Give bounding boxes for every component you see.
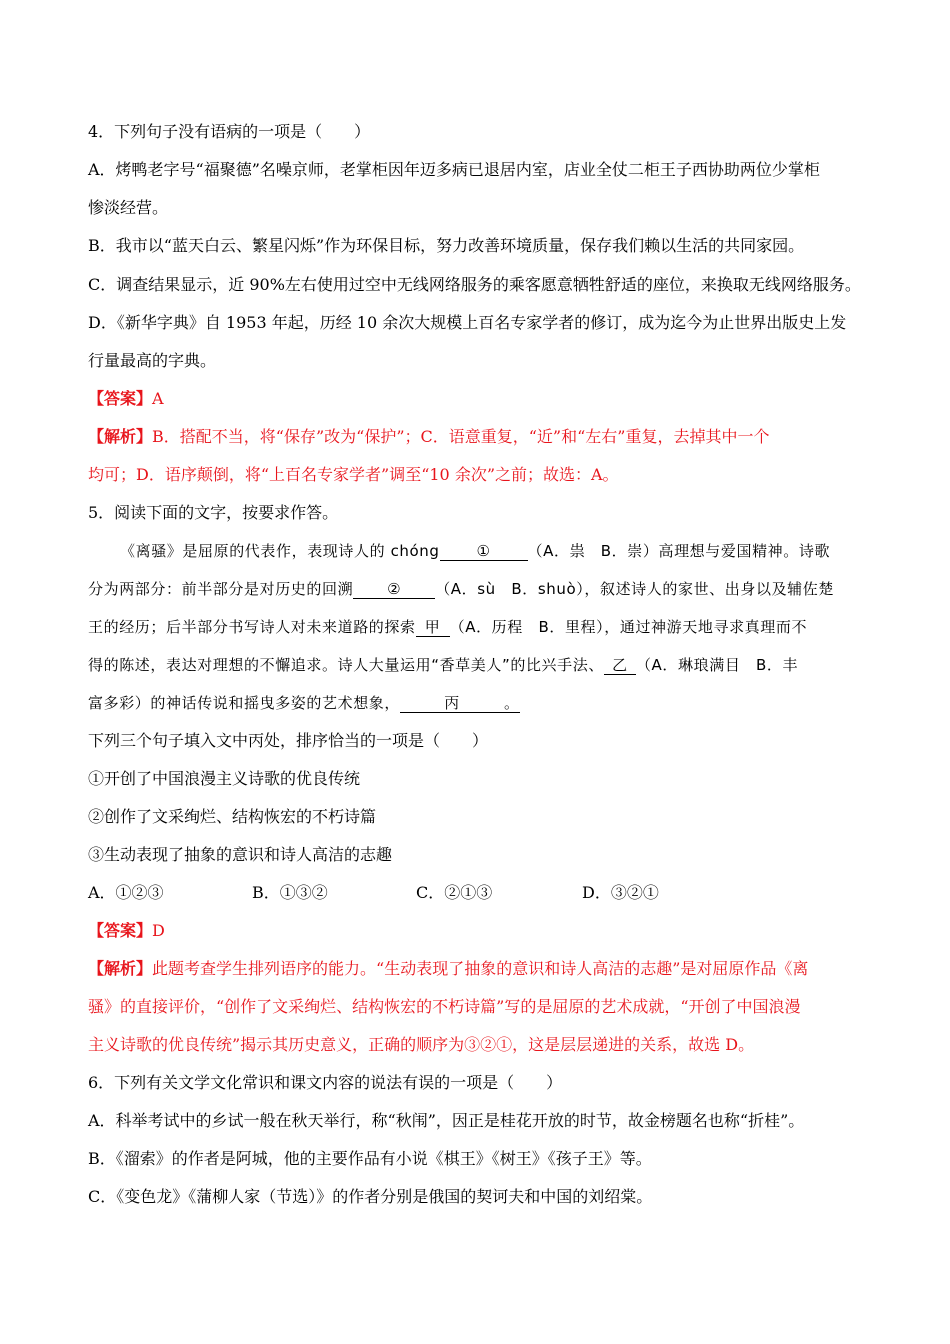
q4-answer [88,389,878,409]
q5-passage-text: 王的经历；后半部分书写诗人对未来道路的探索 [88,618,416,636]
q4-analysis-line2: 均可；D．语序颠倒，将“上百名专家学者”调至“10 余次”之前；故选：A。 [88,465,619,484]
q5-option-a: A．①②③ [88,883,164,902]
q5-stem: 5．阅读下面的文字，按要求作答。 [88,503,339,522]
q5-passage-text: （A．琳琅满目 B．丰 [635,656,799,674]
q5-passage-text: （A．sù B．shuò），叙述诗人的家世、出身以及辅佐楚 [435,580,834,598]
q5-passage-text: 。 [504,694,520,712]
q6-stem: 6．下列有关文学文化常识和课文内容的说法有误的一项是（ ） [88,1073,563,1092]
q6-option-a: A．科举考试中的乡试一般在秋天举行，称“秋闱”，因正是桂花开放的时节，故金榜题名也称“折桂”。 [88,1111,805,1130]
q4-option-c: C．调查结果显示，近 90%左右使用过空中无线网络服务的乘客愿意牺牲舒适的座位，来换取无线网络服务。 [88,275,861,294]
q5-passage-line4 [88,655,878,675]
q5-analysis-line1 [88,959,878,979]
q5-blank-yi: 乙 [604,656,636,675]
q5-sentence-2: ②创作了文采绚烂、结构恢宏的不朽诗篇 [88,807,377,826]
q5-analysis-line3: 主义诗歌的优良传统”揭示其历史意义，正确的顺序为③②①，这是层层递进的关系，故选 D。 [88,1035,755,1054]
q5-passage-text: （A．祟 B．崇）高理想与爱国精神。诗歌 [527,542,831,560]
q5-blank-1: ① [440,542,528,561]
q5-option-d: D．③②① [582,883,659,902]
q5-options [88,883,878,903]
q5-sentence-3: ③生动表现了抽象的意识和诗人高洁的志趣 [88,845,393,864]
q5-passage-text: 得的陈述，表达对理想的不懈追求。诗人大量运用“香草美人”的比兴手法、 [88,656,604,674]
q4-stem: 4．下列句子没有语病的一项是（ ） [88,122,371,141]
q5-passage-text: （A．历程 B．里程），通过神游天地寻求真理而不 [449,618,808,636]
q6-option-c: C．《变色龙》《蒲柳人家（节选）》的作者分别是俄国的契诃夫和中国的刘绍棠。 [88,1187,653,1206]
q5-sentence-1: ①开创了中国浪漫主义诗歌的优良传统 [88,769,361,788]
q5-analysis-text1: 此题考查学生排列语序的能力。“生动表现了抽象的意识和诗人高洁的志趣”是对屈原作品《离 [152,959,809,978]
q5-option-c: C．②①③ [416,883,493,902]
q4-option-d-line2: 行量最高的字典。 [88,351,217,370]
q4-option-d-line1: D．《新华字典》自 1953 年起，历经 10 余次大规模上百名专家学者的修订，成为迄今为止世界出版史上发 [88,313,847,332]
q4-analysis-tag: 【解析】 [88,427,153,446]
q4-option-a-line1: A．烤鸭老字号“福聚德”名噪京师，老掌柜因年迈多病已退居内室，店业全仗二柜王子西协助两位少掌柜 [88,160,820,179]
q5-passage-text: 分为两部分：前半部分是对历史的回溯 [88,580,354,598]
q5-blank-2: ② [353,580,435,599]
q4-analysis-line1 [88,427,878,447]
q5-answer [88,921,878,941]
q5-analysis-tag: 【解析】 [88,959,153,978]
q5-option-b: B．①③② [252,883,328,902]
q5-blank-jia: 甲 [416,618,450,637]
q5-passage-text: 富多彩）的神话传说和摇曳多姿的艺术想象， [88,694,401,712]
q4-analysis-text1: B．搭配不当，将“保存”改为“保护”；C．语意重复，“近”和“左右”重复，去掉其中一个 [152,427,770,446]
q6-option-b: B．《溜索》的作者是阿城，他的主要作品有小说《棋王》《树王》《孩子王》等。 [88,1149,652,1168]
q5-passage-line5 [88,693,878,713]
q5-blank-bing: 丙 [400,694,504,713]
q5-sub-stem: 下列三个句子填入文中丙处，排序恰当的一项是（ ） [88,731,489,750]
q5-passage-line1 [120,541,880,561]
q5-answer-value: D [152,921,165,940]
q5-passage-text: 《离骚》是屈原的代表作，表现诗人的 chóng [120,542,440,560]
q5-passage-line2 [88,579,878,599]
q5-answer-tag: 【答案】 [88,921,153,940]
q4-option-a-line2: 惨淡经营。 [88,198,169,217]
q4-option-b: B．我市以“蓝天白云、繁星闪烁”作为环保目标，努力改善环境质量，保存我们赖以生活的共同家园。 [88,236,805,255]
q5-analysis-line2: 骚》的直接评价，“创作了文采绚烂、结构恢宏的不朽诗篇”写的是屈原的艺术成就，“开创了中国浪漫 [88,997,801,1016]
q4-answer-value: A [152,389,164,408]
q4-answer-tag: 【答案】 [88,389,153,408]
q5-passage-line3 [88,617,878,637]
